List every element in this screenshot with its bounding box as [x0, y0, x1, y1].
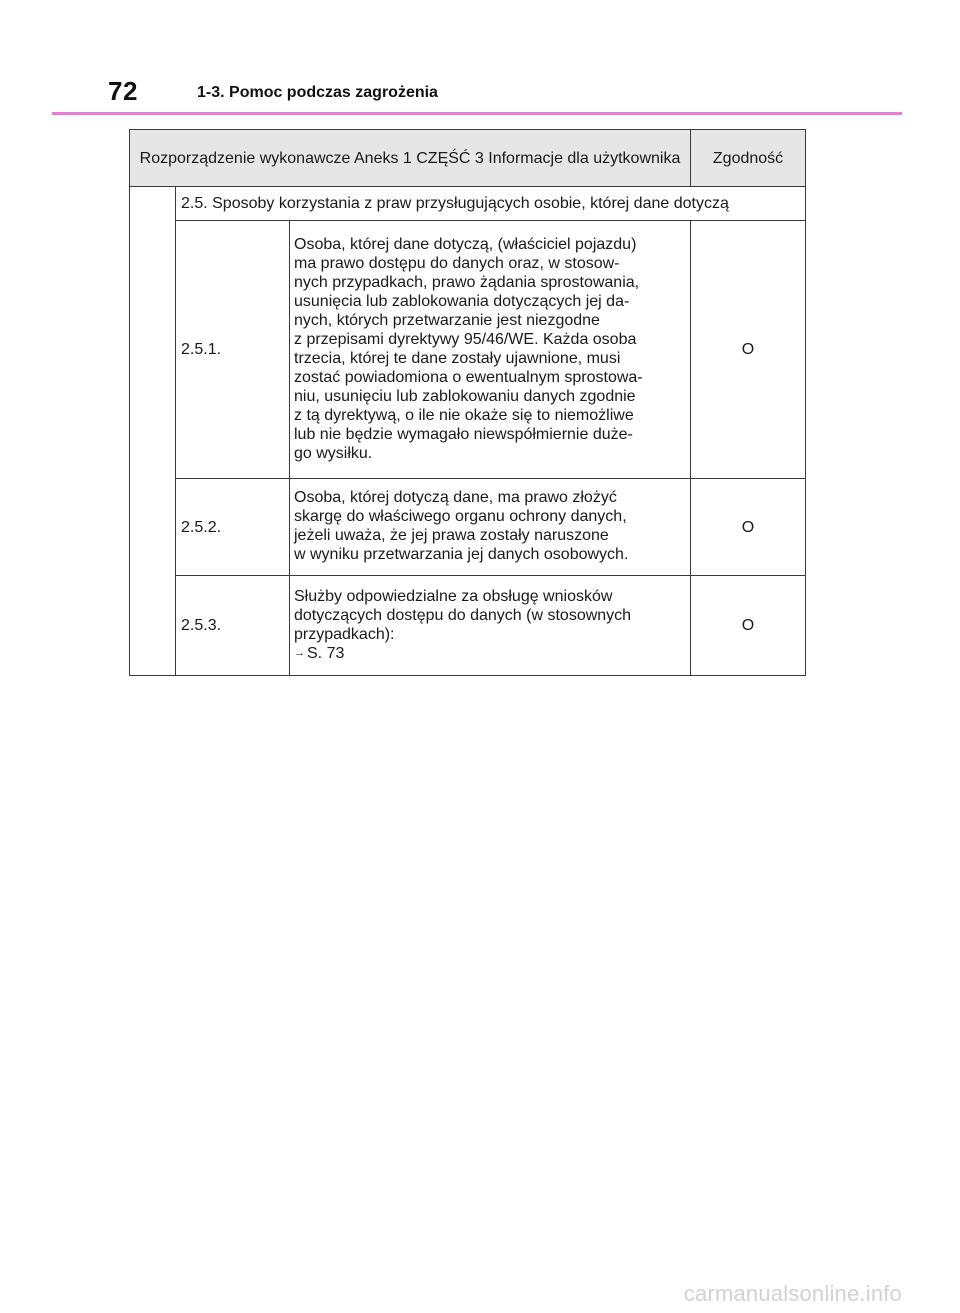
- description-line: dotyczących dostępu do danych (w stosownych: [294, 606, 632, 624]
- description-line: nych przypadkach, prawo żądania sprostowania,: [294, 273, 640, 291]
- description-line: go wysiłku.: [294, 444, 373, 462]
- description-line: jeżeli uważa, że jej prawa zostały naruszone: [294, 527, 609, 544]
- description-line: niu, usunięciu lub zablokowaniu danych zgodnie: [294, 387, 636, 405]
- regulation-table: [129, 129, 806, 676]
- description-line: w wyniku przetwarzania jej danych osobowych.: [294, 546, 629, 563]
- table-row: [130, 576, 806, 676]
- page-number: 72: [108, 76, 138, 106]
- description-line: lub nie będzie wymagało niewspółmiernie duże-: [294, 425, 633, 443]
- row-compliance: O: [691, 576, 806, 676]
- description-line: trzecia, której te dane zostały ujawnione, musi: [294, 349, 621, 367]
- description-line: skargę do właściwego organu ochrony danych,: [294, 508, 627, 525]
- description-line: Osoba, której dotyczą dane, ma prawo złożyć: [294, 489, 617, 506]
- page-reference[interactable]: [294, 644, 686, 663]
- description-line: nych, których przetwarzanie jest niezgodne: [294, 311, 600, 329]
- blank-indent-cell: [130, 187, 176, 676]
- row-description: [290, 479, 691, 576]
- description-line: ma prawo dostępu do danych oraz, w stosow-: [294, 254, 620, 272]
- description-line: Osoba, której dane dotyczą, (właściciel pojazdu): [294, 235, 637, 253]
- description-line: przypadkach):: [294, 625, 395, 643]
- row-number: 2.5.1.: [176, 221, 290, 479]
- row-number: 2.5.2.: [176, 479, 290, 576]
- row-compliance: O: [691, 221, 806, 479]
- arrow-right-icon: →: [294, 646, 305, 659]
- table-row: [130, 221, 806, 479]
- description-line: Służby odpowiedzialne za obsługę wniosków: [294, 587, 613, 605]
- description-line: usunięcia lub zablokowania dotyczących jej da-: [294, 292, 630, 310]
- subsection-title: 2.5. Sposoby korzystania z praw przysługujących osobie, której dane dotyczą: [176, 187, 806, 221]
- row-description: [290, 576, 691, 676]
- description-line: zostać powiadomiona o ewentualnym sprostowa-: [294, 368, 643, 386]
- page-reference-text: S. 73: [307, 644, 345, 662]
- row-compliance: O: [691, 479, 806, 576]
- watermark: carmanualsonline.info: [683, 1281, 902, 1306]
- description-line: z tą dyrektywą, o ile nie okaże się to niemożliwe: [294, 406, 634, 424]
- page-header: [0, 0, 960, 118]
- table-row: [130, 479, 806, 576]
- subsection-row: [130, 187, 806, 221]
- column-header-compliance: Zgodność: [691, 130, 806, 187]
- table-header-row: [130, 130, 806, 187]
- header-rule: [52, 112, 902, 115]
- row-description: [290, 221, 691, 479]
- description-line: z przepisami dyrektywy 95/46/WE. Każda osoba: [294, 330, 637, 348]
- section-title: 1-3. Pomoc podczas zagrożenia: [197, 84, 438, 101]
- row-number: 2.5.3.: [176, 576, 290, 676]
- column-header-regulation: Rozporządzenie wykonawcze Aneks 1 CZĘŚĆ 3 Informacje dla użytkownika: [130, 130, 691, 187]
